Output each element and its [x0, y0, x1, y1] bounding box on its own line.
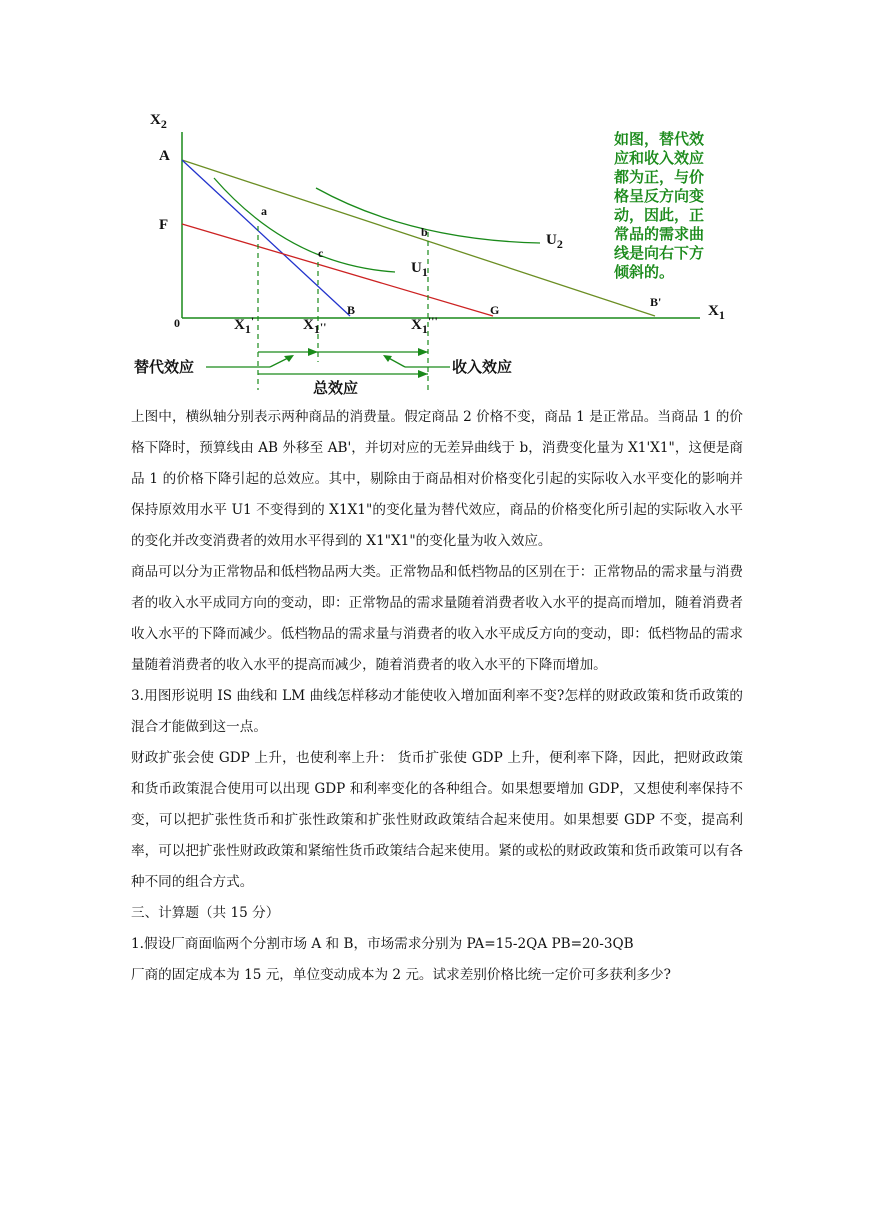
axis-y-label: $X_2$ — [150, 112, 167, 131]
income-effect-label: 收入效应 — [452, 358, 513, 376]
note-line: 格呈反方向变 — [614, 187, 705, 205]
arrow-head-mid — [308, 348, 318, 356]
note-line: 应和收入效应 — [614, 149, 705, 167]
point-g-label: G — [490, 303, 500, 317]
section-heading-calculation: 三、计算题（共 15 分） — [131, 905, 280, 921]
question-3: 3.用图形说明 IS 曲线和 LM 曲线怎样移动才能使收入增加面利率不变?怎样的财政政策和货币政策的混合才能做到这一点。 — [131, 688, 743, 735]
calc-question-1-cont: 厂商的固定成本为 15 元，单位变动成本为 2 元。试求差别价格比统一定价可多获利多少? — [131, 967, 671, 983]
axis-x-label: $X_1$ — [708, 303, 725, 322]
arrow-head-right — [418, 348, 428, 356]
origin-label: 0 — [174, 316, 180, 330]
body-text — [131, 402, 743, 991]
curve-u2-label: $U_2$ — [546, 232, 563, 251]
answer-3: 财政扩张会使 GDP 上升，也使利率上升： 货币扩张使 GDP 上升，便利率下降，因此，把财政政策和货币政策混合使用可以出现 GDP 和利率变化的各种组合。如果想要增加 GDP，又想使利率保持不变，可以把扩张性货币和扩张性政策和扩张性财政政策结合起来使用。如果想要 GDP 不变，提高利率，可以把扩张性财政政策和紧缩性货币政策结合起来使用。紧的或松的财政政策和货币政策可以有各种不同的组合方式。 — [131, 750, 743, 890]
point-b-upper-label: B — [347, 303, 356, 317]
tick-x1-double-label: $X_1''$ — [303, 317, 327, 336]
indifference-curve-u1 — [214, 178, 395, 272]
indifference-curve-figure — [0, 0, 869, 405]
point-c-label: c — [318, 246, 324, 260]
point-a-lower-label: a — [261, 204, 267, 218]
note-line: 动，因此，正 — [614, 206, 705, 224]
note-line: 线是向右下方 — [614, 244, 705, 262]
budget-line-ab-prime — [182, 160, 655, 316]
paragraph-effects-explanation: 上图中，横纵轴分别表示两种商品的消费量。假定商品 2 价格不变，商品 1 是正常品。当商品 1 的价格下降时，预算线由 AB 外移至 AB'，并切对应的无差异曲线于 b，消费变化量为 X1'X1"，这便是商品 1 的价格下降引起的总效应。其中，剔除由于商品相对价格变化引起的实际收入水平变化的影响并保持原效用水平 U1 不变得到的 X1X1"的变化量为替代效应，商品的价格变化所引起的实际收入水平的变化并改变消费者的效用水平得到的 X1"X1"的变化量为收入效应。 — [131, 409, 743, 549]
point-f-label: F — [159, 217, 169, 233]
arrow-head-total — [418, 370, 428, 378]
budget-line-ab — [182, 160, 350, 316]
substitution-effect-label: 替代效应 — [134, 358, 195, 376]
total-effect-label: 总效应 — [313, 379, 359, 397]
note-line: 如图，替代效 — [614, 130, 705, 148]
note-line: 都为正，与价 — [614, 168, 705, 186]
budget-line-fg — [182, 224, 493, 316]
point-b-prime-label: B' — [650, 295, 662, 309]
tick-x1-prime-label: $X_1'$ — [234, 314, 255, 336]
curve-u1-label: $U_1$ — [411, 260, 428, 279]
note-line: 常品的需求曲 — [614, 225, 705, 243]
calc-question-1: 1.假设厂商面临两个分割市场 A 和 B，市场需求分别为 PA=15-2QA PB=20-3QB — [131, 936, 634, 952]
figure-svg — [0, 0, 869, 405]
note-line: 倾斜的。 — [614, 263, 675, 281]
paragraph-goods-types: 商品可以分为正常物品和低档物品两大类。正常物品和低档物品的区别在于：正常物品的需求量与消费者的收入水平成同方向的变动，即：正常物品的需求量随着消费者收入水平的提高而增加，随着消费者收入水平的下降而减少。低档物品的需求量与消费者的收入水平成反方向的变动，即：低档物品的需求量随着消费者的收入水平的提高而减少，随着消费者的收入水平的下降而增加。 — [131, 564, 743, 673]
figure-note — [613, 130, 704, 281]
leader-substitution-head — [284, 355, 294, 362]
point-b-lower-label: b — [421, 225, 428, 239]
point-a-upper-label: A — [159, 148, 170, 164]
tick-x1-triple-label: $X_1'''$ — [411, 314, 438, 336]
